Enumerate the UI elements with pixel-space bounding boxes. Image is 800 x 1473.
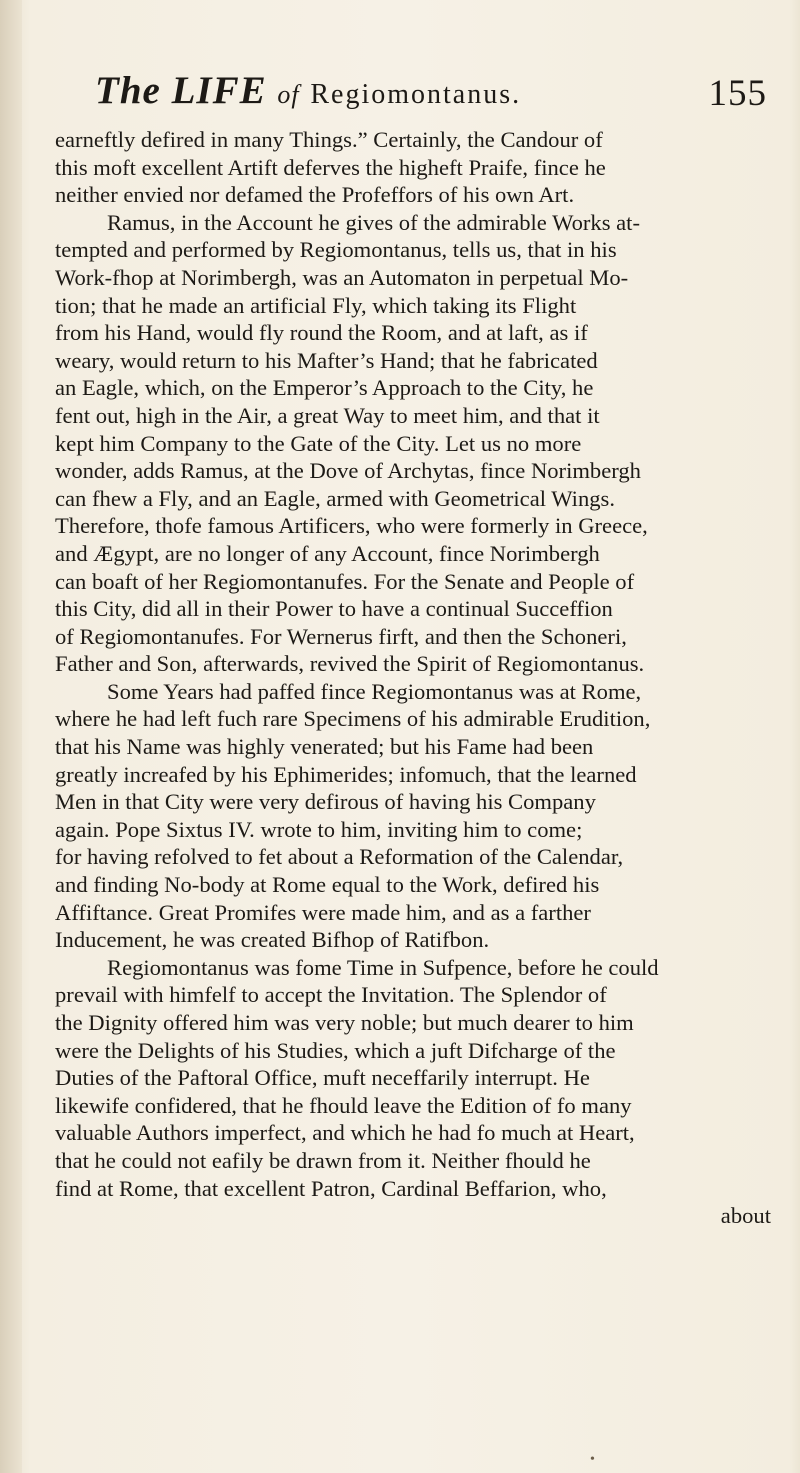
text-line: prevail with himfelf to accept the Invitation. The Splendor of	[55, 982, 607, 1008]
text-line: the Dignity offered him was very noble; but much dearer to him	[55, 1010, 634, 1035]
text-line: Ramus, in the Account he gives of the admirable Works at-	[107, 209, 640, 235]
text-line: can fhew a Fly, and an Eagle, armed with Geometrical Wings.	[55, 485, 615, 511]
text-line: can boaft of her Regiomontanufes. For the Senate and People of	[55, 568, 635, 594]
running-title	[95, 68, 521, 113]
text-line: Affiftance. Great Promifes were made him, and as a farther	[55, 899, 591, 925]
text-line: an Eagle, which, on the Emperor’s Approach to the City, he	[55, 375, 594, 401]
text-line: Duties of the Paftoral Office, muft neceffarily interrupt. He	[55, 1065, 590, 1091]
text-line: from his Hand, would fly round the Room, and at laft, as if	[55, 320, 588, 346]
text-line: likewife confidered, that he fhould leave the Edition of fo many	[55, 1092, 632, 1118]
text-line: and finding No-body at Rome equal to the Work, defired his	[55, 872, 600, 898]
text-line: again. Pope Sixtus IV. wrote to him, inviting him to come;	[55, 816, 583, 842]
text-line: Inducement, he was created Bifhop of Ratifbon.	[55, 927, 490, 953]
text-line: and Ægypt, are no longer of any Account, fince Norimbergh	[55, 540, 600, 566]
body-text	[55, 126, 775, 1230]
text-line: greatly increafed by his Ephimerides; infomuch, that the learned	[55, 761, 637, 787]
title-life: LIFE	[171, 69, 267, 112]
running-header	[95, 68, 785, 120]
text-line: valuable Authors imperfect, and which he had fo much at Heart,	[55, 1120, 635, 1146]
ink-mark: •	[590, 1452, 595, 1467]
text-line: Work-fhop at Norimbergh, was an Automaton in perpetual Mo-	[55, 264, 629, 290]
text-line: weary, would return to his Mafter’s Hand; that he fabricated	[55, 347, 598, 373]
title-the: The	[95, 69, 161, 112]
title-name: Regiomontanus.	[310, 79, 522, 110]
text-line: find at Rome, that excellent Patron, Cardinal Beffarion, who,	[55, 1175, 607, 1201]
text-line: where he had left fuch rare Specimens of his admirable Erudition,	[55, 706, 651, 732]
text-line: this City, did all in their Power to have a continual Succeffion	[55, 596, 613, 622]
text-line: of Regiomontanufes. For Wernerus firft, and then the Schoneri,	[55, 623, 627, 649]
text-line: earneftly defired in many Things.” Certainly, the Candour of	[55, 127, 603, 152]
text-line: fent out, high in the Air, a great Way to meet him, and that it	[55, 402, 600, 428]
text-line: for having refolved to fet about a Reformation of the Calendar,	[55, 844, 624, 870]
text-line: tempted and performed by Regiomontanus, tells us, that in his	[55, 237, 617, 263]
text-line: Regiomontanus was fome Time in Sufpence, before he could	[107, 954, 659, 980]
text-line: this moft excellent Artift deferves the higheft Praife, fince he	[55, 154, 606, 180]
text-line: Some Years had paffed fince Regiomontanus was at Rome,	[107, 678, 642, 704]
title-of: of	[277, 80, 300, 109]
text-line: tion; that he made an artificial Fly, which taking its Flight	[55, 292, 577, 318]
text-line: that his Name was highly venerated; but his Fame had been	[55, 734, 594, 760]
text-line: were the Delights of his Studies, which a juft Difcharge of the	[55, 1037, 616, 1063]
text-line: Father and Son, afterwards, revived the Spirit of Regiomontanus.	[55, 651, 645, 677]
text-line: wonder, adds Ramus, at the Dove of Archytas, fince Norimbergh	[55, 458, 641, 484]
catchword: about	[720, 1203, 771, 1229]
page-number: 155	[708, 73, 767, 114]
text-line: that he could not eafily be drawn from it. Neither fhould he	[55, 1147, 591, 1173]
text-line: neither envied nor defamed the Profeffors of his own Art.	[55, 182, 575, 208]
text-line: Men in that City were very defirous of having his Company	[55, 789, 596, 815]
text-line: Therefore, thofe famous Artificers, who were formerly in Greece,	[55, 513, 648, 539]
page-gutter	[0, 0, 22, 1473]
text-line: kept him Company to the Gate of the City. Let us no more	[55, 430, 582, 456]
